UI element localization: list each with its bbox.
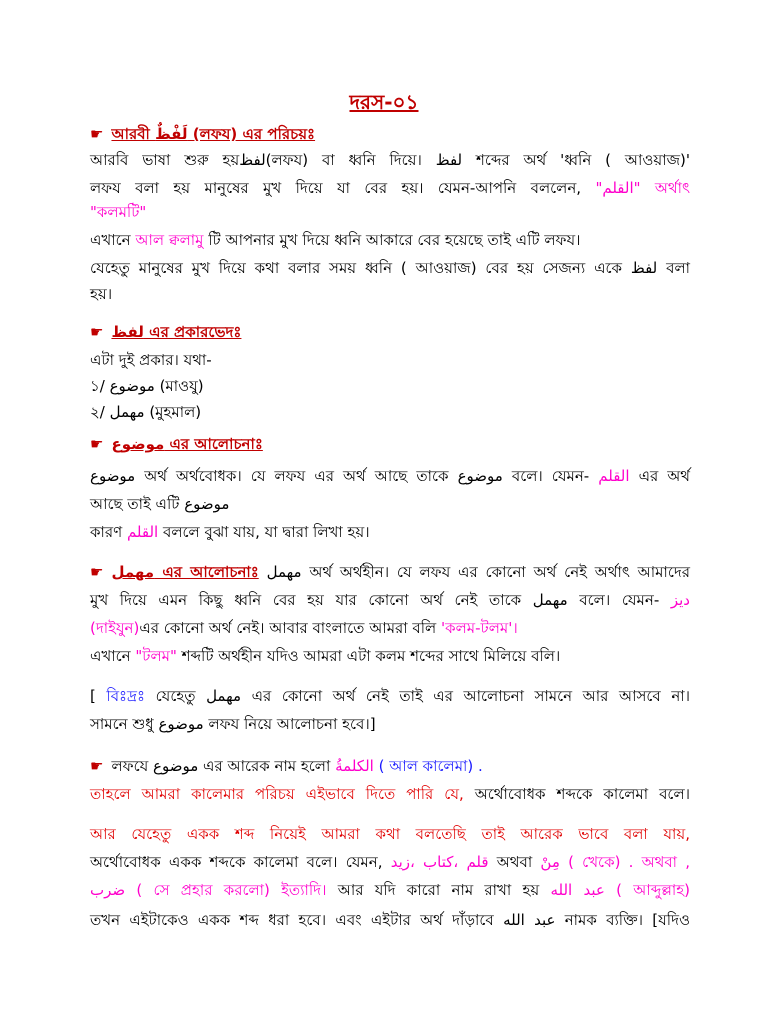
paragraph-line: "কলমটি" (90, 203, 147, 221)
pointing-hand-icon: ☛ (90, 323, 104, 341)
paragraph-line: লফয বলা হয় মানুষের মুখ দিয়ে যা বের হয়। যেমন-আপনি বললেন, "القلم" অর্থাৎ (90, 179, 690, 197)
paragraph-line: ☛ مهمل এর আলোচনাঃ مهمل অর্থ অর্থহীন। যে লফয এর কোনো অর্থ নেই অর্থাৎ আমাদের (90, 563, 690, 581)
paragraph-line: তখন এইটাকেও একক শব্দ ধরা হবে। এবং এইটার অর্থ দাঁড়াবে عبد الله নামক ব্যক্তি। [যদিও (90, 911, 691, 929)
paragraph-line: হয়। (90, 285, 113, 303)
list-item: ২/ مهمل (মুহমাল) (90, 403, 202, 421)
paragraph-line: আরবি ভাষা শুরু হয়لفظ(লফয) বা ধ্বনি দিয়ে। لفظ শব্দের অর্থ 'ধ্বনি ( আওয়াজ)' (90, 151, 690, 169)
section-heading-muhmal: مهمل এর আলোচনাঃ (111, 563, 259, 581)
paragraph-line: ☛ লফযে موضوع এর আরেক নাম হলো الكلمةُ ( আল কালেমা) . (90, 757, 483, 775)
paragraph-line: এখানে "টলম" শব্দটি অর্থহীন যদিও আমরা এটা কলম শব্দের সাথে মিলিয়ে বলি। (90, 647, 561, 665)
paragraph-line: ضرب ( সে প্রহার করলো) ইত্যাদি। আর যদি কারো নাম রাখা হয় عبد الله ( আব্দুল্লাহ) (90, 881, 691, 899)
paragraph-line: আর যেহেতু একক শব্দ নিয়েই আমরা কথা বলতেছি তাই আরেক ভাবে বলা যায়, (90, 825, 690, 843)
pointing-hand-icon: ☛ (90, 435, 104, 453)
paragraph-line: মুখ দিয়ে এমন কিছু ধ্বনি বের হয় যার কোনো অর্থ নেই তাকে مهمل বলে। যেমন- ديز (90, 591, 690, 609)
paragraph-line: এখানে আল ক্বলামু টি আপনার মুখ দিয়ে ধ্বনি আকারে বের হয়েছে তাই এটি লফয। (90, 231, 581, 249)
paragraph-line: কারণ القلم বললে বুঝা যায়, যা দ্বারা লিখা হয়। (90, 523, 370, 541)
paragraph-line: موضوع অর্থ অর্থবোধক। যে লফয এর অর্থ আছে তাকে موضوع বলে। যেমন- القلم এর অর্থ (90, 467, 690, 485)
section-heading-mawdu: ☛ موضوع এর আলোচনাঃ (90, 435, 263, 453)
page-title: দরস-০১ (349, 90, 419, 114)
paragraph-line: এটা দুই প্রকার। যথা- (90, 351, 212, 369)
paragraph-line: তাহলে আমরা কালেমার পরিচয় এইভাবে দিতে পারি যে, অর্থোবোধক শব্দকে কালেমা বলে। (90, 785, 690, 803)
pointing-hand-icon: ☛ (90, 757, 104, 775)
note-line: সামনে শুধু موضوع লফয নিয়ে আলোচনা হবে।] (90, 715, 376, 733)
paragraph-line: অর্থোবোধক একক শব্দকে কালেমা বলে। যেমন, قلم ،كتاب ،زيد অথবা مِنْ ( খেকে) . অথবা , (90, 853, 690, 871)
note-line: [ বিঃদ্রঃ যেহেতু مهمل এর কোনো অর্থ নেই তাই এর আলোচনা সামনে আর আসবে না। (90, 687, 690, 705)
section-heading-lafz: ☛ আরবী لَفْظٌ (লফয) এর পরিচয়ঃ (90, 125, 316, 143)
pointing-hand-icon: ☛ (90, 125, 104, 143)
paragraph-line: (দাইযুন)এর কোনো অর্থ নেই। আবার বাংলাতে আমরা বলি 'কলম-টলম'। (90, 619, 518, 637)
section-heading-types: ☛ لفظ এর প্রকারভেদঃ (90, 323, 242, 341)
paragraph-line: আছে তাই এটি موضوع (90, 495, 230, 513)
pointing-hand-icon: ☛ (90, 563, 104, 581)
paragraph-line: যেহেতু মানুষের মুখ দিয়ে কথা বলার সময় ধ্বনি ( আওয়াজ) বের হয় সেজন্য একে لفظ বলা (90, 259, 690, 277)
list-item: ১/ موضوع (মাওযু) (90, 377, 204, 395)
